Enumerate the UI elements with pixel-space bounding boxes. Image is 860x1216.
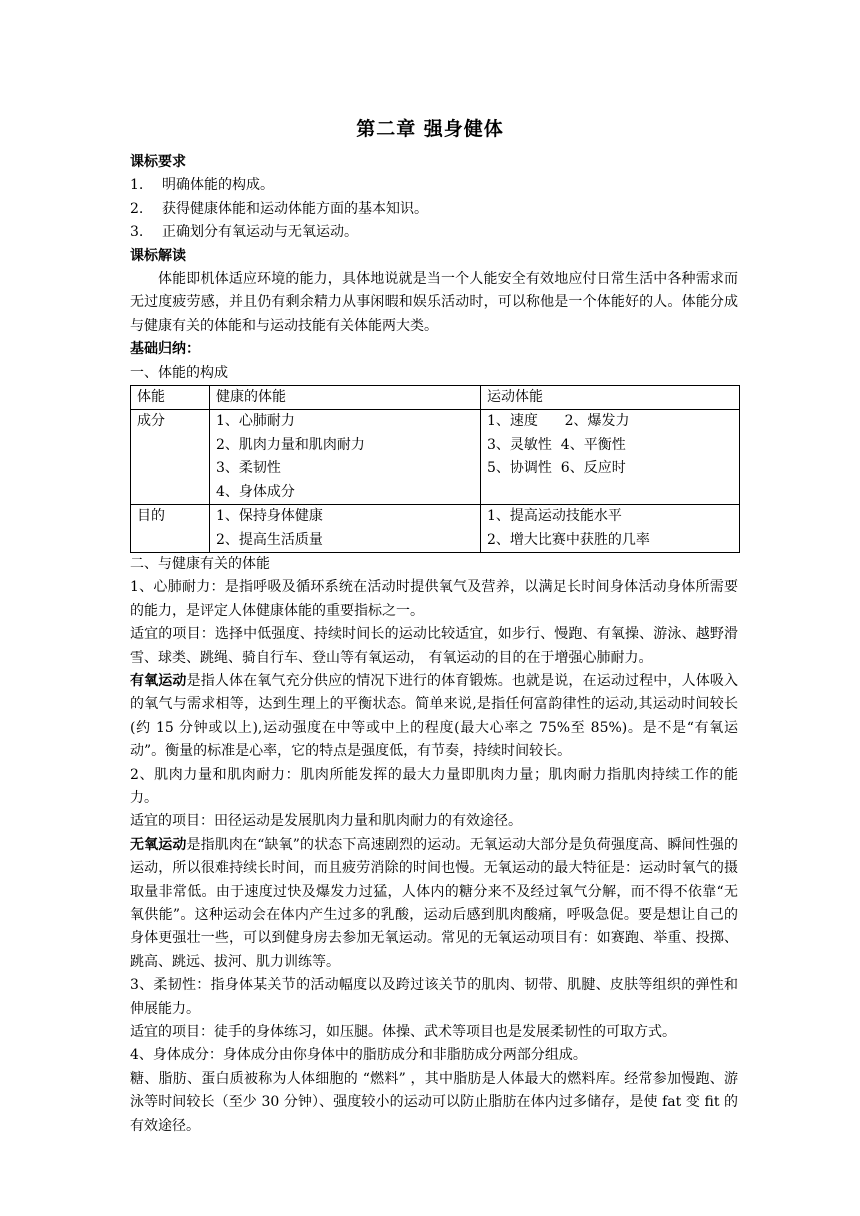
table-header-row	[131, 386, 740, 410]
interpretation-paragraph: 体能即机体适应环境的能力，具体地说就是当一个人能安全有效地应付日常生活中各种需求而无过度疲劳感，并且仍有剩余精力从事闲暇和娱乐活动时，可以称他是一个体能好的人。体能分成与健康有关的体能和与运动技能有关体能两大类。	[130, 271, 738, 334]
table-row	[131, 410, 740, 505]
table-row-label: 目的	[131, 505, 210, 553]
table-row	[131, 505, 740, 553]
subheading-fitness-composition: 一、体能的构成	[130, 364, 228, 381]
paragraph-muscle-activities: 适宜的项目：田径运动是发展肌肉力量和肌肉耐力的有效途径。	[130, 813, 522, 830]
requirement-item: 2. 获得健康体能和运动体能方面的基本知识。	[130, 200, 428, 217]
chapter-title: 第二章 强身健体	[356, 118, 504, 140]
table-cell: 1、心肺耐力 2、肌肉力量和肌肉耐力 3、柔韧性 4、身体成分	[210, 410, 481, 505]
table-cell: 1、提高运动技能水平 2、增大比赛中获胜的几率	[481, 505, 740, 553]
table-header-cell: 体能	[131, 386, 210, 410]
paragraph-cardio: 1、心肺耐力：是指呼吸及循环系统在活动时提供氧气及营养，以满足长时间身体活动身体所需要的能力，是评定人体健康体能的重要指标之一。	[130, 579, 738, 619]
fitness-table	[130, 385, 740, 553]
requirement-item: 3. 正确划分有氧运动与无氧运动。	[130, 224, 358, 241]
section-heading-interpretation: 课标解读	[130, 247, 186, 264]
paragraph-cardio-activities: 适宜的项目：选择中低强度、持续时间长的运动比较适宜，如步行、慢跑、有氧操、游泳、越野滑雪、球类、跳绳、骑自行车、登山等有氧运动， 有氧运动的目的在于增强心肺耐力。	[130, 626, 738, 666]
paragraph-aerobic: 有氧运动是指人体在氧气充分供应的情况下进行的体育锻炼。也就是说，在运动过程中，人体吸入的氧气与需求相等，达到生理上的平衡状态。简单来说,是指任何富韵律性的运动,其运动时间较长(约 15 分钟或以上),运动强度在中等或中上的程度(最大心率之 75%至 85%)。是不是“有氧运动”。衡量的标准是心率，它的特点是强度低，有节奏，持续时间较长。	[130, 672, 739, 760]
paragraph-fat: 糖、脂肪、蛋白质被称为人体细胞的 “燃料” ，其中脂肪是人体最大的燃料库。经常参加慢跑、游泳等时间较长（至少 30 分钟）、强度较小的运动可以防止脂肪在体内过多储存，是使 fat 变 fit 的有效途径。	[130, 1070, 738, 1134]
table-header-cell: 健康的体能	[210, 386, 481, 410]
table-cell: 1、保持身体健康 2、提高生活质量	[210, 505, 481, 553]
paragraph-flexibility-activities: 适宜的项目：徒手的身体练习，如压腿。体操、武术等项目也是发展柔韧性的可取方式。	[130, 1024, 676, 1041]
section-heading-basics: 基础归纳：	[130, 341, 200, 358]
table-header-cell: 运动体能	[481, 386, 740, 410]
paragraph-muscle: 2、肌肉力量和肌肉耐力：肌肉所能发挥的最大力量即肌肉力量；肌肉耐力指肌肉持续工作的能力。	[130, 766, 738, 806]
requirement-item: 1. 明确体能的构成。	[130, 177, 274, 194]
paragraph-anaerobic: 无氧运动是指肌肉在“缺氧”的状态下高速剧烈的运动。无氧运动大部分是负荷强度高、瞬间性强的运动，所以很难持续长时间，而且疲劳消除的时间也慢。无氧运动的最大特征是：运动时氧气的摄取量非常低。由于速度过快及爆发力过猛，人体内的糖分来不及经过氧气分解，而不得不依靠“无氧供能”。这种运动会在体内产生过多的乳酸，运动后感到肌肉酸痛，呼吸急促。要是想让自己的身体更强壮一些，可以到健身房去参加无氧运动。常见的无氧运动项目有：如赛跑、举重、投掷、跳高、跳远、拔河、肌力训练等。	[130, 836, 739, 970]
section-heading-requirements: 课标要求	[130, 154, 186, 170]
subheading-health-fitness: 二、与健康有关的体能	[130, 555, 270, 572]
table-row-label: 成分	[131, 410, 210, 505]
document-body	[130, 151, 738, 1138]
paragraph-flexibility: 3、柔韧性：指身体某关节的活动幅度以及跨过该关节的肌肉、韧带、肌腱、皮肤等组织的弹性和伸展能力。	[130, 977, 738, 1017]
table-cell: 1、速度 2、爆发力 3、灵敏性 4、平衡性 5、协调性 6、反应时	[481, 410, 740, 505]
paragraph-body-composition: 4、身体成分：身体成分由你身体中的脂肪成分和非脂肪成分两部分组成。	[130, 1047, 587, 1064]
